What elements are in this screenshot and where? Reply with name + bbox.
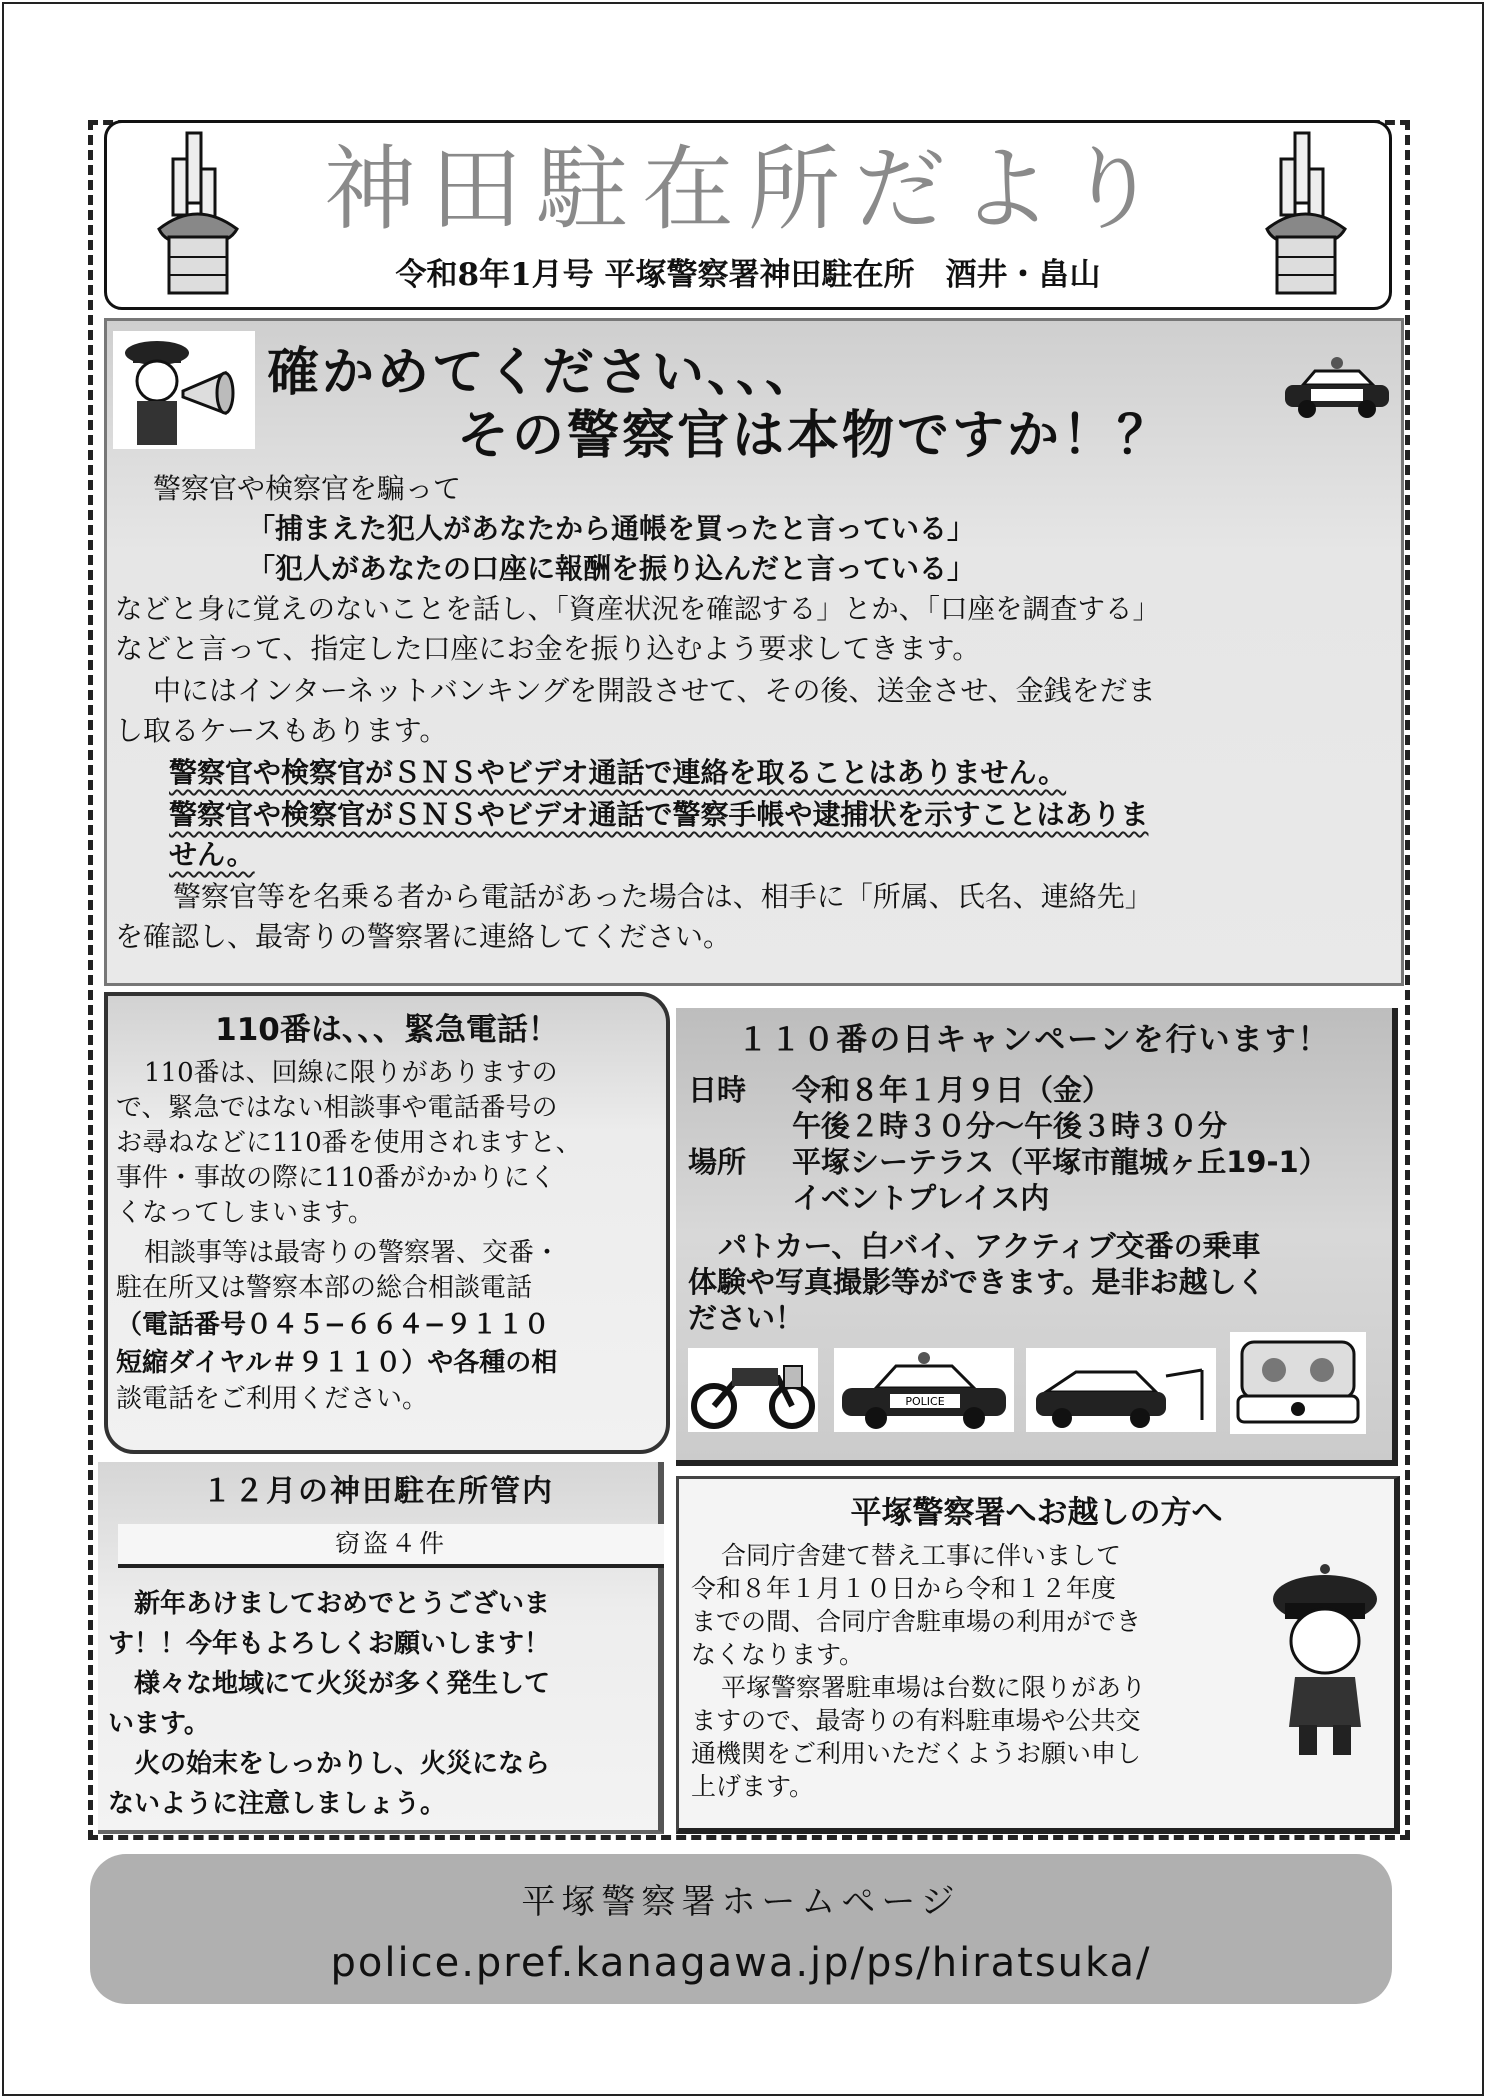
station-visit-notice bbox=[676, 1476, 1400, 1834]
time-value: 午後２時３０分〜午後３時３０分 bbox=[792, 1109, 1228, 1143]
active-koban-vehicle-icon bbox=[1230, 1332, 1366, 1434]
body-text: す！！今年もよろしくお願いします！ bbox=[108, 1629, 551, 1659]
body-text: 通機関をご利用いただくようお願い申し bbox=[691, 1739, 1142, 1768]
body-text: し取るケースもあります。 bbox=[115, 714, 448, 747]
place-value: イベントプレイス内 bbox=[792, 1181, 1050, 1215]
headline-line-2: その警察官は本物ですか！？ bbox=[457, 406, 1173, 466]
patrol-car-icon bbox=[834, 1348, 1014, 1432]
homepage-url[interactable]: police.pref.kanagawa.jp/ps/hiratsuka/ bbox=[330, 1940, 1152, 1986]
body-text: 談電話をご利用ください。 bbox=[116, 1384, 429, 1414]
body-text: 短縮ダイヤル＃９１１０）や各種の相 bbox=[116, 1348, 558, 1378]
patrol-car-side-icon bbox=[1026, 1348, 1216, 1432]
body-text: 駐在所又は警察本部の総合相談電話 bbox=[116, 1273, 533, 1303]
body-text: 様々な地域にて火災が多く発生して bbox=[134, 1669, 551, 1699]
body-text: 合同庁舎建て替え工事に伴いまして bbox=[721, 1541, 1122, 1570]
crime-count: 窃盗４件 bbox=[334, 1529, 447, 1558]
body-text: くなってしまいます。 bbox=[116, 1198, 374, 1228]
body-text: パトカー、白バイ、アクティブ交番の乗車 bbox=[718, 1229, 1261, 1263]
patrol-car-text: POLICE bbox=[905, 1395, 945, 1408]
section-title: １２月の神田駐在所管内 bbox=[202, 1474, 554, 1509]
body-text: 事件・事故の際に110番がかかりにく bbox=[116, 1163, 556, 1193]
december-report-section bbox=[98, 1462, 664, 1834]
body-text: ないように注意しましょう。 bbox=[108, 1789, 447, 1819]
fraud-warning-section bbox=[104, 318, 1404, 986]
quote-text: 「犯人があなたの口座に報酬を振り込んだと言っている」 bbox=[247, 552, 976, 585]
date-label: 日時 bbox=[688, 1073, 747, 1107]
section-title: １１０番の日キャンペーンを行います！ bbox=[737, 1022, 1331, 1058]
body-text: 上げます。 bbox=[691, 1772, 815, 1801]
body-text: 火の始末をしっかりし、火災になら bbox=[134, 1749, 551, 1779]
newsletter-title: 神田駐在所だより bbox=[323, 136, 1172, 243]
headline-line-1: 確かめてください、、、 bbox=[267, 343, 821, 403]
body-text: ますので、最寄りの有料駐車場や公共交 bbox=[691, 1706, 1141, 1735]
body-text: で、緊急ではない相談事や電話番号の bbox=[116, 1093, 558, 1123]
police-motorcycle-icon bbox=[688, 1348, 818, 1432]
quote-text: 「捕まえた犯人があなたから通帳を買ったと言っている」 bbox=[247, 512, 976, 545]
body-text: 令和８年１月１０日から令和１２年度 bbox=[691, 1574, 1117, 1603]
police-officer-icon bbox=[1269, 1559, 1381, 1759]
body-text: 新年あけましておめでとうございま bbox=[134, 1589, 551, 1619]
body-text: 中にはインターネットバンキングを開設させて、その後、送金させ、金銭をだま bbox=[153, 674, 1156, 707]
homepage-footer bbox=[90, 1854, 1392, 2004]
phone-number-text: （電話番号０４５−６６４−９１１０ bbox=[116, 1310, 550, 1340]
newsletter-header bbox=[104, 120, 1392, 310]
body-text: なくなります。 bbox=[691, 1640, 865, 1669]
body-text: 体験や写真撮影等ができます。是非お越しく bbox=[688, 1265, 1266, 1299]
body-text: 相談事等は最寄りの警察署、交番・ bbox=[144, 1238, 561, 1268]
campaign-section bbox=[676, 1008, 1398, 1466]
body-text: 平塚警察署駐車場は台数に限りがあり bbox=[721, 1673, 1147, 1702]
crime-count-band bbox=[118, 1524, 664, 1568]
section-title: 110番は、、、緊急電話！ bbox=[215, 1012, 559, 1048]
patrol-car-icon bbox=[1281, 355, 1393, 419]
body-text: 警察官等を名乗る者から電話があった場合は、相手に「所属、氏名、連絡先」 bbox=[173, 880, 1153, 913]
body-text: を確認し、最寄りの警察署に連絡してください。 bbox=[115, 920, 732, 953]
place-label: 場所 bbox=[688, 1145, 747, 1179]
police-megaphone-icon bbox=[113, 331, 255, 449]
emergency-110-section bbox=[104, 992, 670, 1454]
homepage-label: 平塚警察署ホームページ bbox=[521, 1882, 961, 1922]
body-text: までの間、合同庁舎駐車場の利用ができ bbox=[691, 1607, 1142, 1636]
body-text: います。 bbox=[108, 1709, 210, 1739]
section-title: 平塚警察署へお越しの方へ bbox=[850, 1495, 1223, 1531]
body-text: 警察官や検察官を騙って bbox=[153, 472, 462, 505]
warning-underlined-text: 警察官や検察官がＳＮＳやビデオ通話で連絡を取ることはありません。 bbox=[169, 756, 1067, 789]
body-text: 110番は、回線に限りがありますの bbox=[144, 1058, 558, 1088]
warning-underlined-text: 警察官や検察官がＳＮＳやビデオ通話で警察手帳や逮捕状を示すことはありま bbox=[169, 798, 1149, 831]
body-text: などと言って、指定した口座にお金を振り込むよう要求してきます。 bbox=[115, 632, 981, 665]
body-text: などと身に覚えのないことを話し、「資産状況を確認する」とか、「口座を調査する」 bbox=[115, 593, 1160, 625]
body-text: ださい！ bbox=[688, 1301, 805, 1335]
body-text: お尋ねなどに110番を使用されますと、 bbox=[116, 1128, 582, 1158]
date-value: 令和８年１月９日（金） bbox=[792, 1073, 1112, 1107]
place-value: 平塚シーテラス（平塚市龍城ヶ丘19-1） bbox=[792, 1145, 1328, 1179]
warning-underlined-text: せん。 bbox=[169, 838, 255, 871]
newsletter-subtitle: 令和8年1月号 平塚警察署神田駐在所 酒井・畠山 bbox=[395, 257, 1101, 293]
